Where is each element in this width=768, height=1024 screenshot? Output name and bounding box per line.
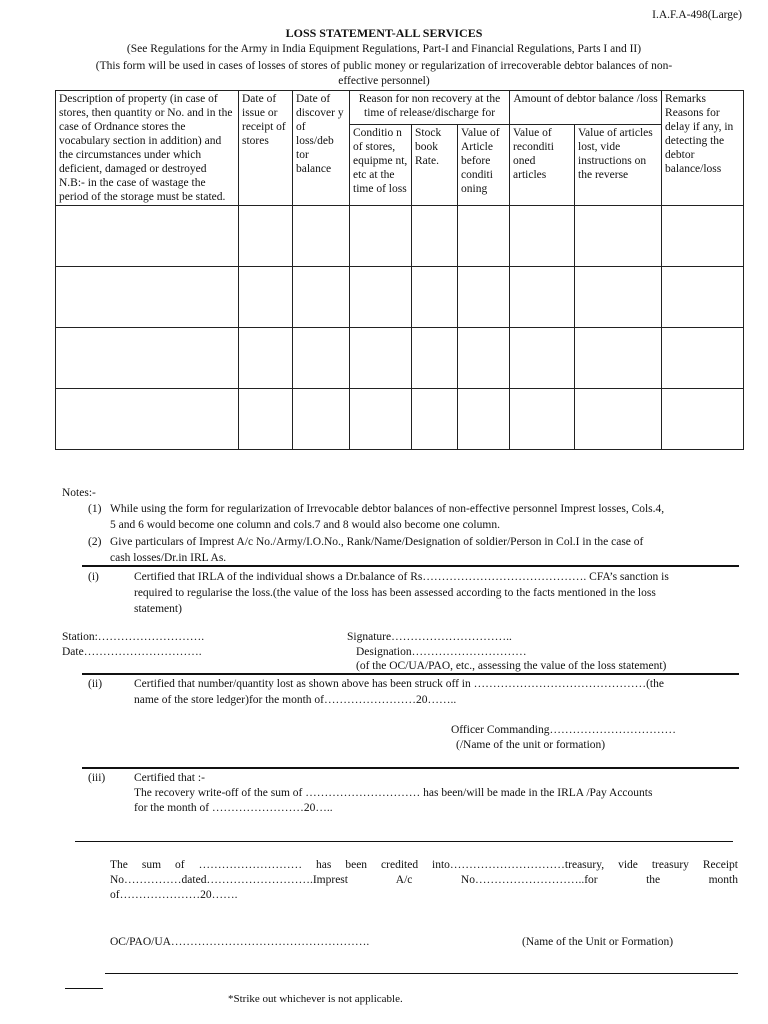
- cert1-line3: statement): [134, 603, 182, 615]
- cert1-number: (i): [88, 571, 99, 583]
- oc-pao-ua-field[interactable]: OC/PAO/UA…………………………………………….: [110, 936, 370, 948]
- footnote-rule: [65, 988, 103, 989]
- header-group-debtor: Amount of debtor balance /loss: [510, 91, 662, 125]
- table-row: [56, 206, 744, 267]
- cert2-number: (ii): [88, 678, 103, 690]
- unit-formation-note: (/Name of the unit or formation): [456, 739, 606, 751]
- credit-line1: The sum of ……………………… has been credited into…………………………treasury, vide treasury Receipt: [110, 859, 738, 871]
- header-date-issue: Date of issue or receipt of stores: [239, 91, 293, 206]
- header-value-lost: Value of articles lost, vide instructions on the reverse: [575, 125, 662, 206]
- header-stock-rate: Stock book Rate.: [412, 125, 458, 206]
- note-1-line1: While using the form for regularization of Irrevocable debtor balances of non-effective personnel Imprest losses, Cols.4,: [110, 503, 665, 515]
- loss-statement-table: [55, 90, 744, 450]
- note-2-line1: Give particulars of Imprest A/c No./Army/I.O.No., Rank/Name/Designation of soldier/Person in Col.I in the case of: [110, 536, 644, 548]
- header-remarks: Remarks Reasons for delay if any, in detecting the debtor balance/loss: [662, 91, 744, 206]
- table-row: [56, 389, 744, 450]
- form-code: I.A.F.A-498(Large): [652, 9, 742, 21]
- header-group-non-recovery: Reason for non recovery at the time of release/discharge for: [350, 91, 510, 125]
- divider: [82, 673, 739, 675]
- footnote: *Strike out whichever is not applicable.: [228, 993, 403, 1005]
- designation-field[interactable]: Designation…………………………: [356, 646, 527, 658]
- signature-field[interactable]: Signature…………………………..: [347, 631, 512, 643]
- subtitle-usage: (This form will be used in cases of losses of stores of public money or regularization of irrecoverable debtor balances of non-: [95, 60, 673, 72]
- divider: [105, 973, 738, 974]
- table-row: [56, 267, 744, 328]
- divider: [82, 565, 739, 567]
- cert3-line2: The recovery write-off of the sum of ………………………… has been/will be made in the IRLA /Pay Accounts: [134, 787, 653, 799]
- cert3-number: (iii): [88, 772, 106, 784]
- credit-line2: No……………dated……………………….Imprest A/c No………………………..for the month: [110, 874, 738, 886]
- cert2-line2: name of the store ledger)for the month of……………………20……..: [134, 694, 457, 706]
- station-field[interactable]: Station:……………………….: [62, 631, 205, 643]
- note-2-number: (2): [88, 536, 102, 548]
- cert3-line1: Certified that :-: [134, 772, 205, 784]
- oc-unit-note: (Name of the Unit or Formation): [522, 936, 674, 948]
- date-field[interactable]: Date………………………….: [62, 646, 202, 658]
- table-row: [56, 328, 744, 389]
- notes-heading: Notes:-: [62, 487, 96, 499]
- header-description: Description of property (in case of stores, then quantity or No. and in the case of Ordnance stores the vocabulary section in addition) and the circumstances under which deficient, damaged or destroyed N.B:- in the case of wastage the period of the storage must be stated.: [56, 91, 239, 206]
- header-condition: Conditio n of stores, equipme nt, etc at the time of loss: [350, 125, 412, 206]
- officer-commanding-field[interactable]: Officer Commanding……………………………: [451, 724, 676, 736]
- assessor-note: (of the OC/UA/PAO, etc., assessing the value of the loss statement): [356, 660, 667, 672]
- divider: [82, 767, 739, 769]
- subtitle-usage-cont: effective personnel): [338, 75, 430, 87]
- credit-line3: of…………………20…….: [110, 889, 238, 901]
- note-2-line2: cash losses/Dr.in IRL As.: [110, 552, 227, 564]
- header-date-discovery: Date of discover y of loss/deb tor balance: [293, 91, 350, 206]
- cert1-line1: Certified that IRLA of the individual shows a Dr.balance of Rs……………………………………. CFA’s sanction is: [134, 571, 669, 583]
- subtitle-regulations: (See Regulations for the Army in India Equipment Regulations, Part-I and Financial Regulations, Parts I and II): [126, 43, 642, 55]
- header-value-reconditioned: Value of reconditi oned articles: [510, 125, 575, 206]
- cert3-line3: for the month of ……………………20…..: [134, 802, 333, 814]
- cert1-line2: required to regularise the loss.(the value of the loss has been assessed according to the facts mentioned in the loss: [134, 587, 656, 599]
- page-title: LOSS STATEMENT-ALL SERVICES: [285, 26, 483, 40]
- note-1-number: (1): [88, 503, 102, 515]
- divider: [75, 841, 733, 842]
- cert2-line1: Certified that number/quantity lost as shown above has been struck off in ………………………………………(the: [134, 678, 664, 690]
- header-value-before: Value of Article before conditi oning: [458, 125, 510, 206]
- note-1-line2: 5 and 6 would become one column and cols.7 and 8 would also become one column.: [110, 519, 500, 531]
